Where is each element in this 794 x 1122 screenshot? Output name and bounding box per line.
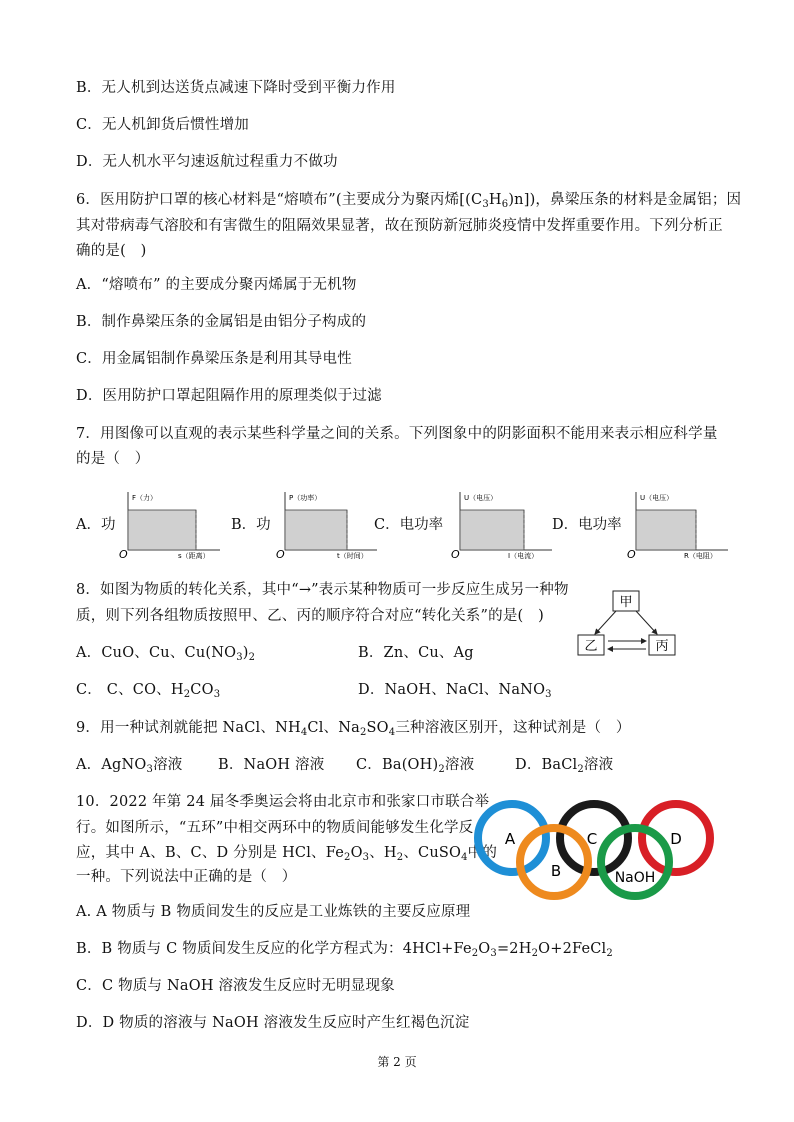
q10-olympic-rings: [472, 800, 720, 900]
q5-option-d: D．无人机水平匀速返航过程重力不做功: [76, 154, 338, 170]
q7-graph-d-origin: O: [627, 548, 636, 561]
q7-option-d-label: D．电功率: [552, 517, 622, 533]
q6-option-c: C．用金属铝制作鼻梁压条是利用其导电性: [76, 351, 352, 367]
q6-stem-line1: 6．医用防护口罩的核心材料是“熔喷布”(主要成分为聚丙烯$[(C_3H_6)n]$)，鼻梁压条的材料是金属铝；因: [76, 192, 742, 210]
q8-node-bing: 丙: [655, 639, 669, 654]
q7-stem-line1: 7．用图像可以直观的表示某些科学量之间的关系。下列图象中的阴影面积不能用来表示相应科学量: [76, 426, 718, 442]
q6-option-b: B．制作鼻梁压条的金属铝是由铝分子构成的: [76, 314, 367, 330]
q8-node-yi: 乙: [584, 639, 598, 654]
ring-c-label: C: [586, 830, 598, 848]
q8-node-jia: 甲: [619, 595, 633, 610]
q9-option-a: A．AgNO$_3$溶液: [76, 757, 183, 775]
q6-option-a: A．“熔喷布” 的主要成分聚丙烯属于无机物: [76, 277, 357, 293]
q7-graph-b: [273, 488, 379, 561]
q7-option-b-label: B．功: [231, 517, 271, 533]
ring-d-label: D: [670, 830, 682, 848]
q7-graph-a-ylabel: F（力）: [132, 494, 158, 502]
q7-graph-d-xlabel: R（电阻）: [684, 552, 717, 560]
ring-b-label: B: [550, 862, 562, 880]
q6-stem-line3: 确的是( ): [76, 243, 147, 259]
q8-option-b: B．Zn、Cu、Ag: [358, 645, 474, 661]
q7-stem-line2: 的是（ ）: [76, 451, 150, 467]
q10-option-d: D．D 物质的溶液与 NaOH 溶液发生反应时产生红褐色沉淀: [76, 1015, 470, 1031]
q9-option-b: B．NaOH 溶液: [218, 757, 325, 773]
q7-graph-b-xlabel: t（时间）: [337, 552, 368, 560]
q10-stem-line2: 行。如图所示，“五环”中相交两环中的物质间能够发生化学反: [76, 820, 474, 836]
q8-stem-line1: 8．如图为物质的转化关系，其中“→”表示某种物质可一步反应生成另一种物: [76, 582, 569, 598]
q7-graph-c-xlabel: I（电流）: [508, 552, 539, 560]
q7-graph-c-origin: O: [451, 548, 460, 561]
q7-option-c-label: C．电功率: [374, 517, 444, 533]
page-number: 第 2 页: [377, 1055, 417, 1069]
q9-stem: 9．用一种试剂就能把 NaCl、$NH_4Cl$、$Na_2SO_4$三种溶液区别开，这种试剂是（ ）: [76, 720, 631, 738]
q10-stem-line4: 一种。下列说法中正确的是（ ）: [76, 869, 297, 885]
q7-graph-c-ylabel: U（电压）: [464, 494, 498, 502]
q7-graph-c: [448, 488, 554, 561]
ring-naoh-label: NaOH: [614, 870, 656, 886]
q5-option-c: C．无人机卸货后惯性增加: [76, 117, 249, 133]
q10-stem-line3: 应，其中 A、B、C、D 分别是 HCl、$Fe_2O_3$、$H_2$、CuSO$_4$中的: [76, 845, 498, 863]
q6-option-d: D．医用防护口罩起阻隔作用的原理类似于过滤: [76, 388, 382, 404]
q8-option-d: D．NaOH、NaCl、NaNO$_3$: [358, 682, 552, 700]
q6-stem-line2: 其对带病毒气溶胶和有害微生的阻隔效果显著，故在预防新冠肺炎疫情中发挥重要作用。下列分析正: [76, 218, 723, 234]
ring-a-label: A: [504, 830, 516, 848]
q9-option-d: D．BaCl$_2$溶液: [515, 757, 614, 775]
q9-option-c: C．$Ba(OH)_2$溶液: [356, 757, 475, 775]
q8-transformation-diagram: [570, 588, 680, 660]
q7-graph-b-ylabel: P（功率）: [289, 494, 322, 502]
q8-option-c: C． C、CO、$H_2CO_3$: [76, 682, 221, 700]
q10-option-c: C．C 物质与 NaOH 溶液发生反应时无明显现象: [76, 978, 395, 994]
q8-option-a: A．CuO、Cu、$Cu(NO_3)_2$: [76, 645, 256, 663]
q10-stem-line1: 10．2022 年第 24 届冬季奥运会将由北京市和张家口市联合举: [76, 794, 490, 810]
q7-graph-d-ylabel: U（电压）: [640, 494, 674, 502]
q8-stem-line2: 质，则下列各组物质按照甲、乙、丙的顺序符合对应“转化关系”的是( ): [76, 608, 544, 624]
q7-graph-a-origin: O: [119, 548, 128, 561]
q7-graph-d: [624, 488, 730, 561]
q7-graph-a-xlabel: s（距离）: [178, 552, 210, 560]
q10-option-a: A. A 物质与 B 物质间发生的反应是工业炼铁的主要反应原理: [76, 904, 471, 920]
q7-graph-b-origin: O: [276, 548, 285, 561]
q7-graph-a: [116, 488, 222, 561]
q10-option-b: B．B 物质与 C 物质间发生反应的化学方程式为：$4HCl+Fe_2O_3=2H_2O+2FeCl_2$: [76, 941, 613, 959]
q5-option-b: B．无人机到达送货点减速下降时受到平衡力作用: [76, 80, 396, 96]
q7-option-a-label: A．功: [76, 517, 116, 533]
